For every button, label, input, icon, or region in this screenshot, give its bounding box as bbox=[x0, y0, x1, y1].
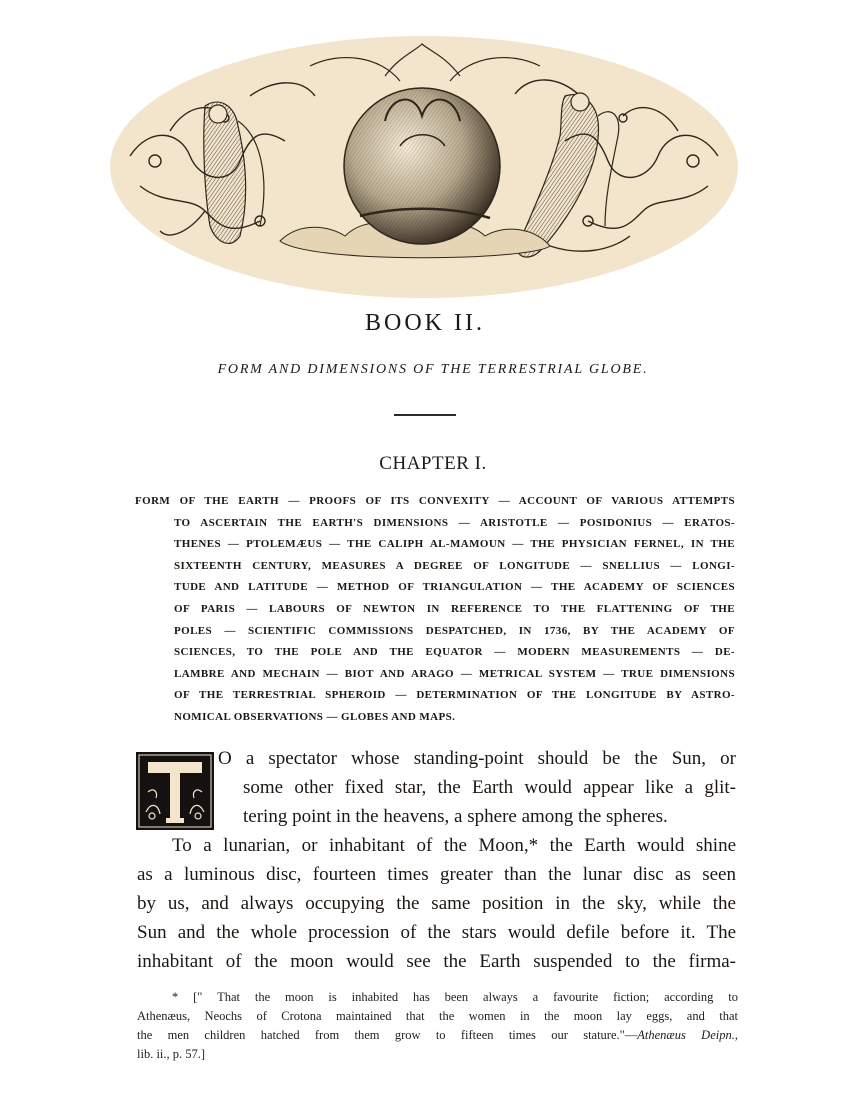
book-subtitle: FORM AND DIMENSIONS OF THE TERRESTRIAL GLOBE. bbox=[217, 362, 649, 377]
body-line: some other fixed star, the Earth would appear like a glit- bbox=[243, 777, 736, 798]
summary-line: FORM OF THE EARTH — PROOFS OF ITS CONVEXITY — ACCOUNT OF VARIOUS ATTEMPTS bbox=[135, 495, 735, 507]
footnote-line: * [" That the moon is inhabited has been always a favourite fiction; according to bbox=[172, 990, 738, 1004]
summary-line: OF PARIS — LABOURS OF NEWTON IN REFERENCE TO THE FLATTENING OF THE bbox=[174, 603, 735, 615]
summary-line: LAMBRE AND MECHAIN — BIOT AND ARAGO — METRICAL SYSTEM — TRUE DIMENSIONS bbox=[174, 667, 735, 680]
body-line: as a luminous disc, fourteen times greater than the lunar disc as seen bbox=[137, 864, 736, 885]
summary-line: THENES — PTOLEMÆUS — THE CALIPH AL-MAMOUN — THE PHYSICIAN FERNEL, IN THE bbox=[174, 538, 735, 551]
body-line: inhabitant of the moon would see the Earth suspended to the firma- bbox=[137, 951, 736, 972]
footnote-source: Athenæus Deipn., bbox=[637, 1028, 738, 1042]
globe-illustration bbox=[344, 88, 500, 244]
summary-line: SCIENCES, TO THE POLE AND THE EQUATOR — MODERN MEASUREMENTS — DE- bbox=[174, 646, 735, 659]
summary-line: SIXTEENTH CENTURY, MEASURES A DEGREE OF LONGITUDE — SNELLIUS — LONGI- bbox=[174, 559, 735, 572]
footnote-line-3 bbox=[137, 1026, 738, 1045]
body-line: by us, and always occupying the same position in the sky, while the bbox=[137, 893, 736, 914]
footnote-line: Athenæus, Neochs of Crotona maintained that the women in the moon lay eggs, and that bbox=[137, 1009, 738, 1023]
headpiece-vignette bbox=[110, 36, 738, 298]
body-line: To a lunarian, or inhabitant of the Moon,* the Earth would shine bbox=[172, 835, 736, 856]
drop-cap-letter bbox=[136, 752, 214, 830]
book-title: BOOK II. bbox=[365, 310, 485, 336]
footnote-text: the men children hatched from them grow to fifteen times our stature."— bbox=[137, 1028, 638, 1042]
summary-line: TO ASCERTAIN THE EARTH'S DIMENSIONS — ARISTOTLE — POSIDONIUS — ERATOS- bbox=[174, 516, 735, 529]
summary-line: TUDE AND LATITUDE — METHOD OF TRIANGULATION — THE ACADEMY OF SCIENCES bbox=[174, 581, 735, 594]
summary-line: OF THE TERRESTRIAL SPHEROID — DETERMINATION OF THE LONGITUDE BY ASTRO- bbox=[174, 689, 735, 702]
summary-line: NOMICAL OBSERVATIONS — GLOBES AND MAPS. bbox=[174, 711, 456, 723]
body-line: Sun and the whole procession of the stars would defile before it. The bbox=[137, 922, 736, 943]
title-divider bbox=[394, 414, 456, 416]
chapter-title: CHAPTER I. bbox=[379, 453, 487, 474]
body-line: O a spectator whose standing-point should be the Sun, or bbox=[218, 748, 736, 769]
footnote-line: lib. ii., p. 57.] bbox=[137, 1047, 206, 1061]
summary-line: POLES — SCIENTIFIC COMMISSIONS DESPATCHED, IN 1736, BY THE ACADEMY OF bbox=[174, 624, 735, 637]
body-line: tering point in the heavens, a sphere among the spheres. bbox=[243, 806, 668, 827]
